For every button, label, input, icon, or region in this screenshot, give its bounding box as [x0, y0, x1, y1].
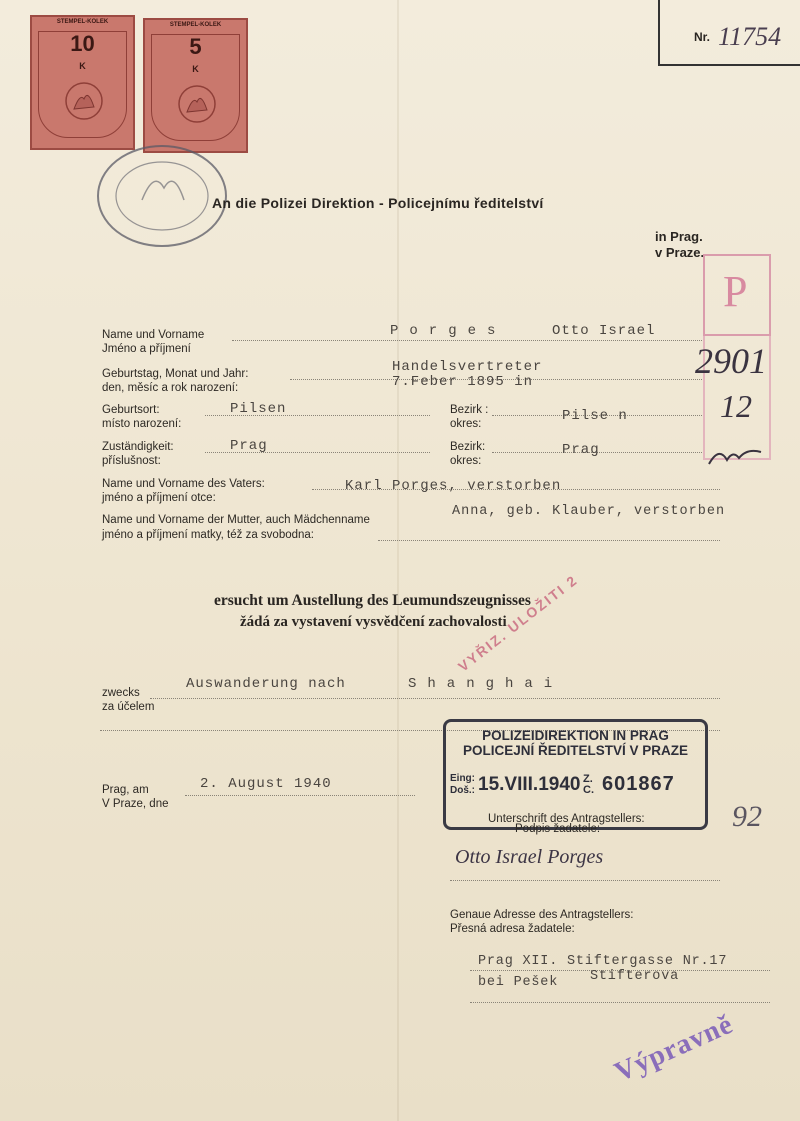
revenue-stamp-value: [145, 34, 246, 60]
signature-label-de: Unterschrift des Antragstellers:: [488, 813, 645, 825]
number-box: [658, 0, 800, 66]
place-date-label-de: Prag, am: [102, 784, 149, 796]
residence-label-de: Zuständigkeit:: [102, 441, 174, 453]
mother-label-cz: jméno a příjmení matky, též za svobodna:: [102, 529, 314, 541]
birthplace-value: Pilsen: [230, 401, 287, 417]
purpose-destination: Shanghai: [408, 676, 564, 692]
birth-value-2: 7.Feber 1895 in: [392, 374, 534, 390]
birth-label-cz: den, měsíc a rok narození:: [102, 382, 239, 394]
lion-emblem-icon: [175, 82, 219, 126]
father-label-de: Name und Vorname des Vaters:: [102, 478, 265, 490]
revenue-stamp-value: [32, 31, 133, 57]
stamp-value-text: 5: [189, 34, 202, 59]
mother-value: Anna, geb. Klauber, verstorben: [452, 504, 726, 519]
stamp-line-2: POLICEJNÍ ŘEDITELSTVÍ V PRAZE: [462, 743, 689, 758]
stamp-number: 601867: [602, 773, 675, 795]
mother-line: [378, 540, 720, 541]
birthplace-district-label-de: Bezirk :: [450, 404, 489, 416]
request-text-cz: žádá za vystavení vysvědčení zachovalosti: [240, 614, 507, 630]
place-date-value: 2. August 1940: [200, 776, 332, 792]
place-date-line: [185, 795, 415, 796]
name-label-cz: Jméno a příjmení: [102, 343, 191, 355]
revenue-stamp-header: STEMPEL-KOLEK: [56, 19, 109, 25]
name-surname-value: Porges: [390, 323, 507, 339]
residence-district-label-de: Bezirk:: [450, 441, 486, 453]
stamp-value-text: 10: [70, 31, 95, 56]
checkmark-scribble-icon: [705, 440, 765, 470]
stamp-dos-label: Doš.:: [450, 785, 475, 796]
birthplace-label-de: Geburtsort:: [102, 404, 160, 416]
purpose-label-de: zwecks: [102, 687, 140, 699]
birth-value-1: Handelsvertreter: [392, 359, 543, 375]
birthplace-district-value: Pilse n: [562, 408, 628, 424]
margin-note-2: 12: [720, 388, 752, 424]
page-fold: [397, 0, 399, 1121]
margin-note-1: 2901: [695, 341, 767, 381]
stamp-date: 15.VIII.1940: [478, 774, 581, 795]
dispatched-stamp: Výpravně: [610, 1008, 738, 1089]
addressee-line: An die Polizei Direktion - Policejnímu ředitelství: [212, 195, 544, 211]
number-label: Nr.: [694, 30, 711, 44]
birth-label-de: Geburtstag, Monat und Jahr:: [102, 368, 249, 380]
request-text-de: ersucht um Austellung des Leumundszeugnisses: [214, 592, 531, 609]
addressee-city-de: in Prag.: [655, 229, 703, 244]
mother-label-de: Name und Vorname der Mutter, auch Mädchenname: [102, 514, 370, 526]
address-label-cz: Přesná adresa žadatele:: [450, 923, 575, 935]
residence-district-label-cz: okres:: [450, 455, 482, 467]
stamp-zc: Z. C.: [583, 773, 594, 796]
name-label-de: Name und Vorname: [102, 329, 205, 341]
address-street-cz: Stifterova: [590, 969, 680, 984]
lion-emblem-icon: [62, 79, 106, 123]
rubber-p-box: [703, 254, 771, 336]
residence-district-value: Prag: [562, 442, 600, 458]
stamp-eing-label: Eing:: [450, 773, 475, 784]
signature-value: Otto Israel Porges: [455, 846, 604, 868]
diagonal-stamp: VYŘIZ. ULOŽITI 2: [455, 571, 581, 675]
number-value: 11754: [718, 22, 782, 51]
rubber-p-letter: P: [723, 267, 748, 316]
revenue-stamp-header: STEMPEL-KOLEK: [169, 22, 222, 28]
purpose-line: [150, 698, 720, 699]
addressee-city-cz: v Praze.: [655, 245, 705, 260]
police-receipt-stamp: [443, 719, 708, 830]
father-label-cz: jméno a příjmení otce:: [102, 492, 216, 504]
name-line: [232, 340, 702, 341]
purpose-label-cz: za účelem: [102, 701, 155, 713]
signature-line: [450, 880, 720, 881]
revenue-stamp-unit: K: [192, 64, 199, 74]
birthplace-label-cz: místo narození:: [102, 418, 182, 430]
revenue-stamp-10k: [30, 15, 135, 150]
name-given-value: Otto Israel: [552, 323, 656, 339]
side-number: 92: [732, 800, 762, 833]
stamp-line-1: POLIZEIDIREKTION IN PRAG: [482, 728, 669, 743]
address-value-2: bei Pešek: [478, 975, 559, 990]
place-date-label-cz: V Praze, dne: [102, 798, 169, 810]
police-round-seal-icon: [92, 140, 232, 252]
revenue-stamp-unit: K: [79, 61, 86, 71]
father-value: Karl Porges, verstorben: [345, 478, 562, 494]
address-value-1: Prag XII. Stiftergasse Nr.17: [478, 954, 728, 969]
residence-value: Prag: [230, 438, 268, 454]
address-line-2: [470, 1002, 770, 1003]
residence-label-cz: příslušnost:: [102, 455, 161, 467]
signature-label-cz: Podpis žadatele:: [515, 823, 601, 835]
revenue-stamp-5k: [143, 18, 248, 153]
address-label-de: Genaue Adresse des Antragstellers:: [450, 909, 634, 921]
birthplace-district-label-cz: okres:: [450, 418, 482, 430]
purpose-value: Auswanderung nach: [186, 676, 346, 692]
